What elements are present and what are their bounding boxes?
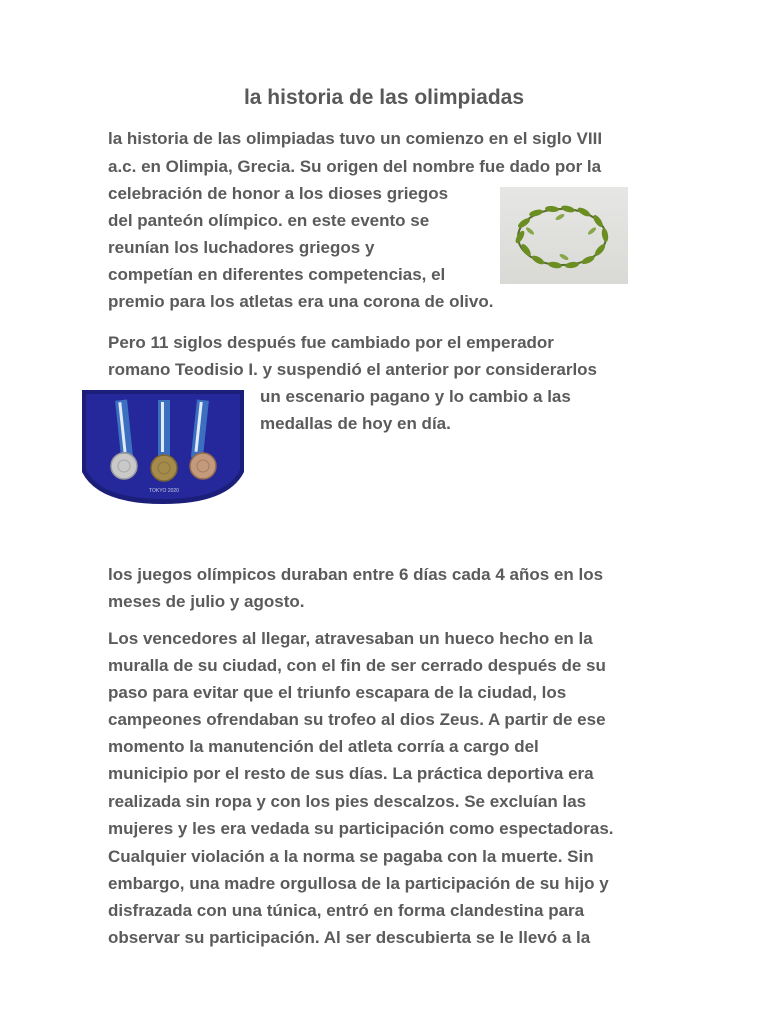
paragraph-line: celebración de honor a los dioses griegos — [108, 184, 449, 203]
paragraph-line: momento la manutención del atleta corría a cargo del — [108, 737, 539, 756]
paragraph-line: los juegos olímpicos duraban entre 6 días cada 4 años en los — [108, 565, 604, 584]
paragraph-line: mujeres y les era vedada su participación como espectadoras. — [108, 819, 614, 838]
paragraph-line: meses de julio y agosto. — [108, 592, 305, 611]
paragraph-line: a.c. en Olimpia, Grecia. Su origen del nombre fue dado por la — [108, 157, 602, 176]
olive-wreath-image — [500, 187, 628, 284]
paragraph-line: romano Teodisio I. y suspendió el anterior por considerarlos — [108, 360, 598, 379]
paragraph-line: un escenario pagano y lo cambio a las — [260, 387, 571, 406]
paragraph-line: la historia de las olimpiadas tuvo un comienzo en el siglo VIII — [108, 129, 603, 148]
olive-wreath-icon — [500, 187, 628, 284]
paragraph-line: disfrazada con una túnica, entró en forma clandestina para — [108, 901, 585, 920]
paragraph-line: Pero 11 siglos después fue cambiado por el emperador — [108, 333, 554, 352]
paragraph-line: municipio por el resto de sus días. La práctica deportiva era — [108, 764, 594, 783]
paragraph-line: Cualquier violación a la norma se pagaba con la muerte. Sin — [108, 847, 594, 866]
paragraph-line: realizada sin ropa y con los pies descalzos. Se excluían las — [108, 792, 587, 811]
paragraph-line: paso para evitar que el triunfo escapara de la ciudad, los — [108, 683, 567, 702]
olympic-medals-icon — [78, 388, 248, 506]
paragraph-line: campeones ofrendaban su trofeo al dios Zeus. A partir de ese — [108, 710, 606, 729]
paragraph-line: premio para los atletas era una corona de olivo. — [108, 292, 494, 311]
paragraph-line: reunían los luchadores griegos y — [108, 238, 375, 257]
paragraph-line: observar su participación. Al ser descubierta se le llevó a la — [108, 928, 591, 947]
paragraph-line: medallas de hoy en día. — [260, 414, 451, 433]
olympic-medals-image — [78, 388, 248, 506]
paragraph-line: muralla de su ciudad, con el fin de ser cerrado después de su — [108, 656, 606, 675]
paragraph-line: Los vencedores al llegar, atravesaban un hueco hecho en la — [108, 629, 593, 648]
ribbon-text: TOKYO 2020 — [149, 488, 179, 494]
document-title: la historia de las olimpiadas — [243, 86, 525, 109]
paragraph-line: embargo, una madre orgullosa de la participación de su hijo y — [108, 874, 609, 893]
paragraph-line: competían en diferentes competencias, el — [108, 265, 446, 284]
paragraph-line: del panteón olímpico. en este evento se — [108, 211, 430, 230]
